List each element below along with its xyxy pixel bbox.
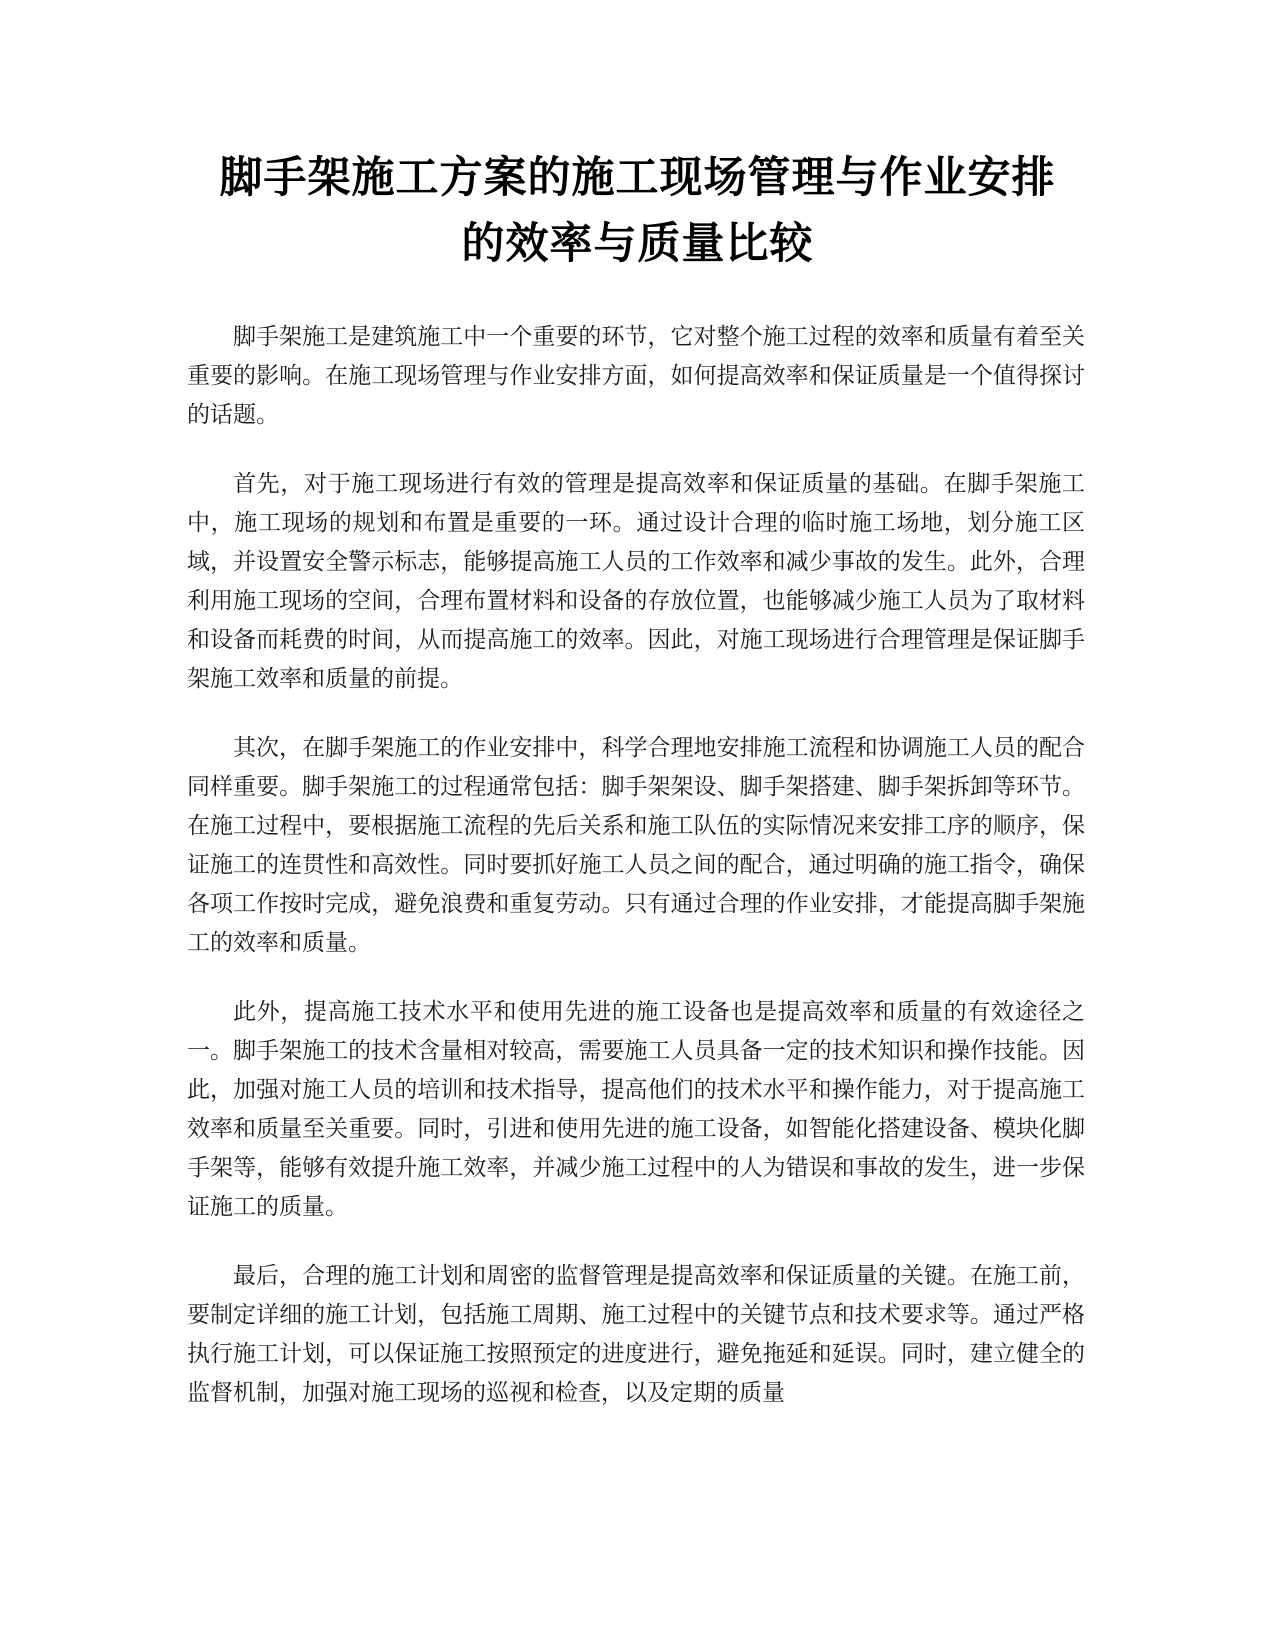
document-title bbox=[160, 145, 1115, 277]
paragraph-planning-supervision: 最后，合理的施工计划和周密的监督管理是提高效率和保证质量的关键。在施工前，要制定详细的施工计划，包括施工周期、施工过程中的关键节点和技术要求等。通过严格执行施工计划，可以保证施工按照预定的进度进行，避免拖延和延误。同时，建立健全的监督机制，加强对施工现场的巡视和检查，以及定期的质量 bbox=[187, 1263, 1085, 1406]
title-line-2: 的效率与质量比较 bbox=[461, 219, 814, 269]
paragraph-site-management: 首先，对于施工现场进行有效的管理是提高效率和保证质量的基础。在脚手架施工中，施工现场的规划和布置是重要的一环。通过设计合理的临时施工场地，划分施工区域，并设置安全警示标志，能够提高施工人员的工作效率和减少事故的发生。此外，合理利用施工现场的空间，合理布置材料和设备的存放位置，也能够减少施工人员为了取材料和设备而耗费的时间，从而提高施工的效率。因此，对施工现场进行合理管理是保证脚手架施工效率和质量的前提。 bbox=[187, 471, 1085, 692]
paragraph-technology-equipment: 此外，提高施工技术水平和使用先进的施工设备也是提高效率和质量的有效途径之一。脚手架施工的技术含量相对较高，需要施工人员具备一定的技术知识和操作技能。因此，加强对施工人员的培训和技术指导，提高他们的技术水平和操作能力，对于提高施工效率和质量至关重要。同时，引进和使用先进的施工设备，如智能化搭建设备、模块化脚手架等，能够有效提升施工效率，并减少施工过程中的人为错误和事故的发生，进一步保证施工的质量。 bbox=[187, 999, 1085, 1220]
document-body bbox=[187, 318, 1085, 1443]
paragraph-work-arrangement: 其次，在脚手架施工的作业安排中，科学合理地安排施工流程和协调施工人员的配合同样重要。脚手架施工的过程通常包括：脚手架架设、脚手架搭建、脚手架拆卸等环节。在施工过程中，要根据施工流程的先后关系和施工队伍的实际情况来安排工序的顺序，保证施工的连贯性和高效性。同时要抓好施工人员之间的配合，通过明确的施工指令，确保各项工作按时完成，避免浪费和重复劳动。只有通过合理的作业安排，才能提高脚手架施工的效率和质量。 bbox=[187, 735, 1085, 956]
paragraph-intro: 脚手架施工是建筑施工中一个重要的环节，它对整个施工过程的效率和质量有着至关重要的影响。在施工现场管理与作业安排方面，如何提高效率和保证质量是一个值得探讨的话题。 bbox=[187, 324, 1085, 428]
title-line-1: 脚手架施工方案的施工现场管理与作业安排 bbox=[219, 153, 1056, 203]
